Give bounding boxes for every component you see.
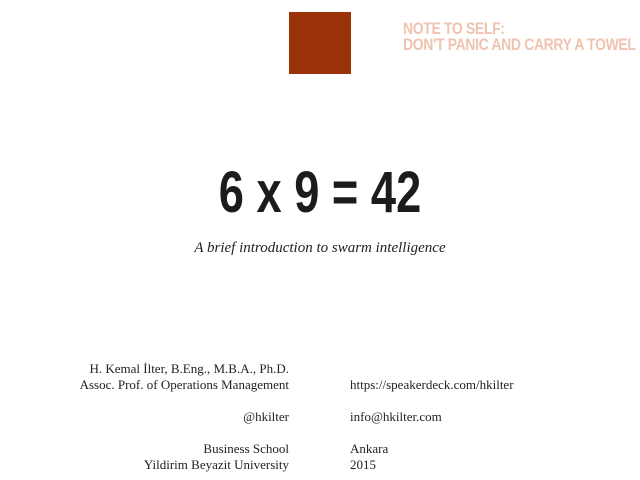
note-line-1: NOTE TO SELF: bbox=[403, 19, 505, 38]
contact-city: Ankara bbox=[350, 441, 389, 456]
author-school: Business School bbox=[203, 441, 289, 456]
logo-square bbox=[289, 12, 351, 74]
author-name: H. Kemal İlter, B.Eng., M.B.A., Ph.D. bbox=[89, 361, 289, 376]
contact-url: https://speakerdeck.com/hkilter bbox=[350, 377, 514, 392]
author-info bbox=[80, 361, 289, 473]
contact-year: 2015 bbox=[350, 457, 376, 472]
author-position: Assoc. Prof. of Operations Management bbox=[79, 377, 289, 392]
contact-info bbox=[350, 377, 514, 473]
slide-title: 6 x 9 = 42 bbox=[218, 160, 422, 225]
author-university: Yildirim Beyazit University bbox=[143, 457, 289, 472]
note-to-self bbox=[403, 17, 636, 54]
note-line-2: DON'T PANIC AND CARRY A TOWEL bbox=[403, 35, 636, 54]
contact-email: info@hkilter.com bbox=[350, 409, 442, 424]
author-handle: @hkilter bbox=[243, 409, 289, 424]
slide-subtitle: A brief introduction to swarm intelligence bbox=[194, 240, 446, 256]
